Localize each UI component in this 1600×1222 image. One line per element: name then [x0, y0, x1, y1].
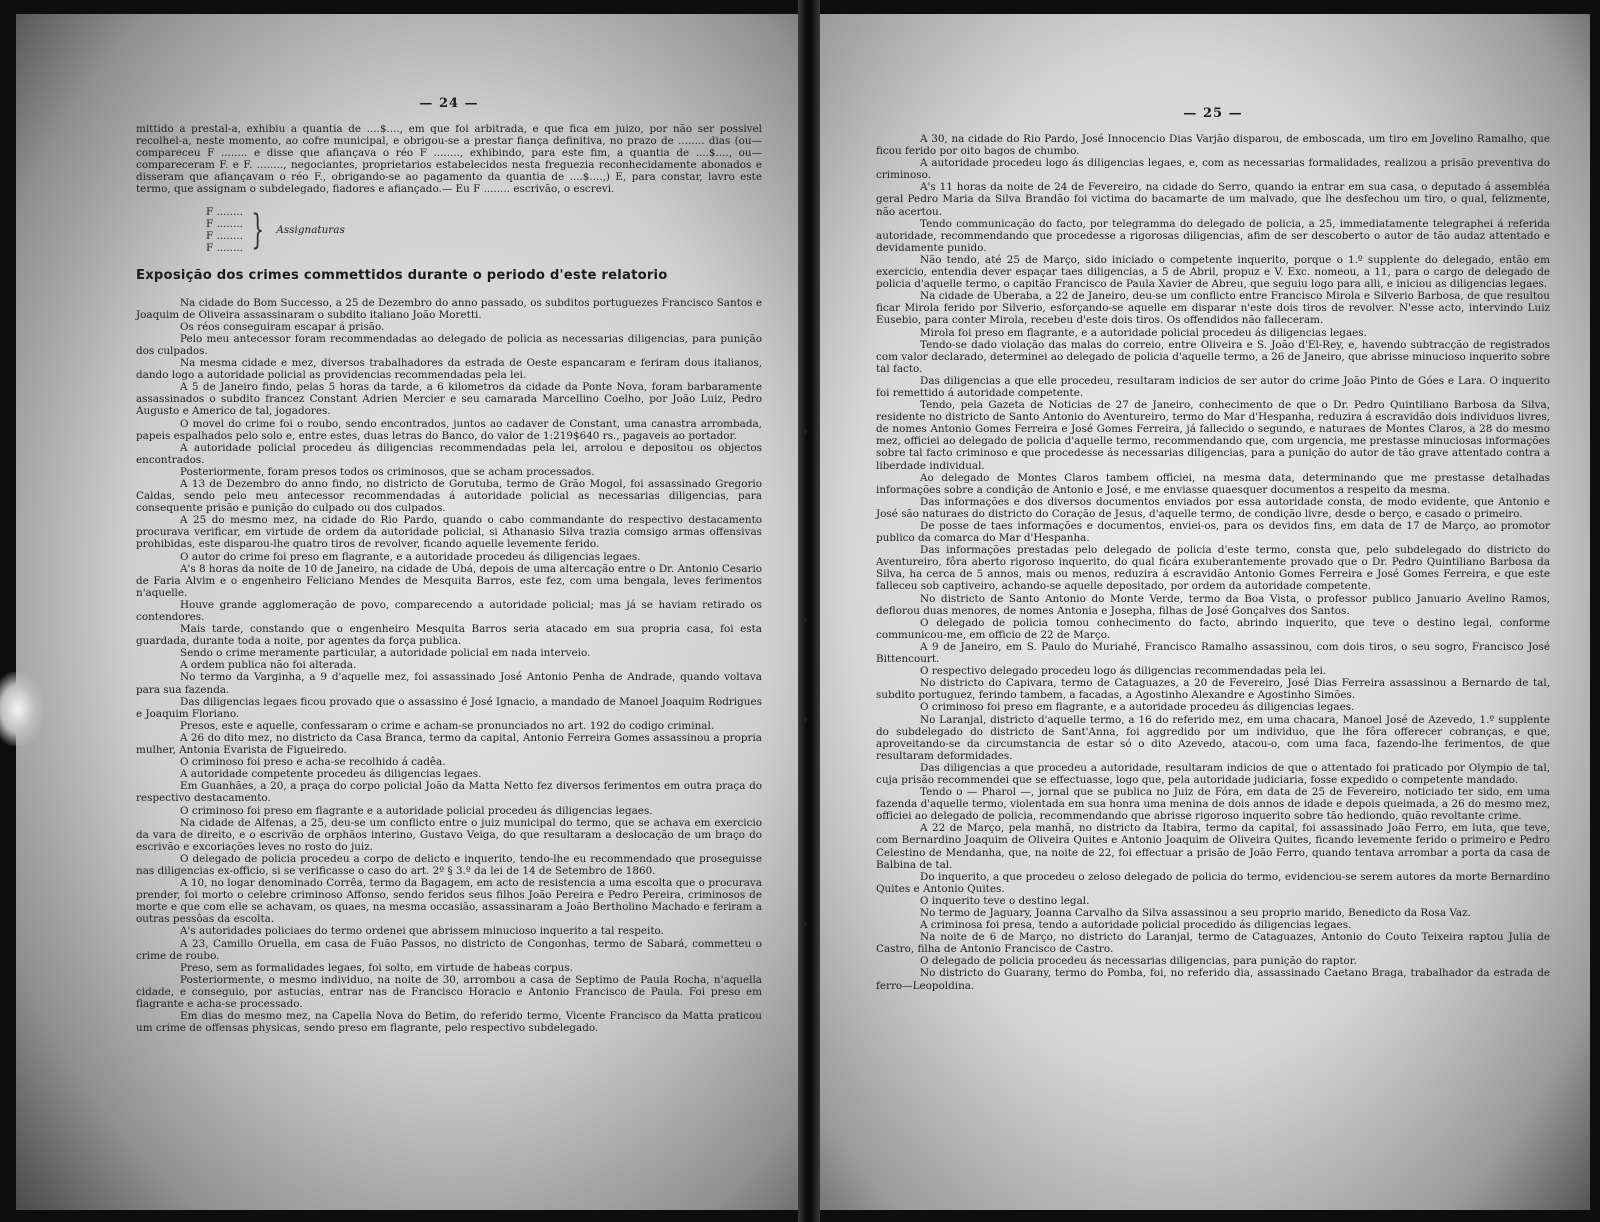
paragraph: Na cidade de Alfenas, a 25, deu-se um conflicto entre o juiz municipal do termo, que se achava em exercicio da vara de direito, e o escrivão de orphãos interino, Gustavo Veiga, do que resultaram a deslocação de um braço do escrivão e excoriações leves no rosto do juiz.	[136, 816, 762, 853]
paragraph: Sendo o crime meramente particular, a autoridade policial em nada interveio.	[180, 647, 591, 660]
paragraph: Das diligencias a que procedeu a autoridade, resultaram indicios de que o attentado foi praticado por Olympio de tal, cuja prisão recommendei que se effectuasse, logo que, pela autoridade judiciaria, fosse expedido o competente mandado.	[876, 761, 1550, 786]
paragraph: A criminosa foi presa, tendo a autoridade policial procedido ás diligencias legaes.	[920, 919, 1352, 932]
paragraph: O movel do crime foi o roubo, sendo encontrados, juntos ao cadaver de Constant, uma canastra arrombada, papeis espalhados pelo solo e, entre estes, duas letras do Banco, do valor de 1:219$640 rs., pagaveis ao portador.	[136, 417, 762, 442]
signature-line: F ........	[206, 229, 243, 242]
paragraph: Na cidade do Bom Successo, a 25 de Dezembro do anno passado, os subditos portuguezes Francisco Santos e Joaquim de Oliveira assassinaram o subdito italiano João Moretti.	[136, 296, 762, 321]
margin-mark-icon: ▾	[803, 716, 808, 726]
paragraph: Na cidade de Uberaba, a 22 de Janeiro, deu-se um conflicto entre Francisco Mirola e Silverio Barbosa, de que resultou ficar Mirola ferido por Silverio, esforçando-se aquelle em disparar n'este dois tiros de revolver. N'esse acto, intervindo Luiz Eusebio, para conter Mirola, recebeu d'este dois tiros. Os offendidos não falleceram.	[876, 290, 1550, 327]
signature-line: F ........	[206, 205, 243, 218]
brace-icon: }	[251, 206, 265, 253]
paragraph: A 22 de Março, pela manhã, no districto da Itabira, termo da capital, foi assassinado João Ferro, em luta, que teve, com Bernardino Joaquim de Oliveira Quites e Antonio Joaquim de Oliveira Quites, ficando levemente ferido o primeiro e Pedro Celestino de Mendanha, que, na noite de 22, foi effectuar a prisão de João Ferro, quando tentava arrombar a porta da casa de Balbina de tal.	[876, 822, 1550, 871]
paragraph: A 25 do mesmo mez, na cidade do Rio Pardo, quando o cabo commandante do respectivo destacamento procurava verificar, em virtude de ordem da autoridade policial, si Athanasio Silva trazia comsigo armas offensivas prohibidas, este disparou-lhe quatro tiros de revolver, ficando aquelle levemente ferido.	[136, 514, 762, 551]
paragraph: Na mesma cidade e mez, diversos trabalhadores da estrada de Oeste espancaram e feriram dous italianos, dando logo a autoridade policial as providencias recommendadas pela lei.	[136, 357, 762, 382]
paragraph: De posse de taes informações e documentos, enviei-os, para os devidos fins, em data de 17 de Março, ao promotor publico da comarca do Mar d'Hespanha.	[876, 520, 1550, 545]
paragraph: A's autoridades policiaes do termo ordenei que abrissem minucioso inquerito a tal respeito.	[180, 925, 664, 938]
paragraph: Ao delegado de Montes Claros tambem officiei, na mesma data, determinando que me prestasse detalhadas informações sobre a condição de Antonio e José, e me enviasse quaesquer documentos a respeito da mesma.	[876, 471, 1550, 496]
paragraph: Houve grande agglomeração de povo, comparecendo a autoridade policial; mas já se haviam retirado os contendores.	[136, 598, 762, 623]
paragraph: No termo da Varginha, a 9 d'aquelle mez, foi assassinado José Antonio Penha de Andrade, quando voltava para sua fazenda.	[136, 671, 762, 696]
paragraph: Posteriormente, foram presos todos os criminosos, que se acham processados.	[180, 465, 595, 478]
paragraph: Das diligencias a que elle procedeu, resultaram indicios de ser autor do crime João Pinto de Góes e Lara. O inquerito foi remettido á autoridade competente.	[876, 374, 1550, 399]
paragraph: Mirola foi preso em flagrante, e a autoridade policial procedeu ás diligencias legaes.	[920, 326, 1367, 339]
paragraph: O criminoso foi preso em flagrante, e a autoridade procedeu ás diligencias legaes.	[920, 701, 1355, 714]
right-page	[820, 14, 1590, 1210]
left-paragraphs	[136, 297, 762, 1035]
paragraph: Tendo-se dado violação das malas do correio, entre Oliveira e S. João d'El-Rey, e, havendo subtracção de registrados com valor declarado, determinei ao delegado de policia d'aquelle termo, a 26 de Janeiro, que abrisse minucioso inquerito sobre tal facto.	[876, 338, 1550, 375]
paragraph: No districto do Capivara, termo de Cataguazes, a 20 de Fevereiro, José Dias Ferreira assassinou a Bernardo de tal, subdito portuguez, ferindo tambem, a facadas, a Agostinho Alexandre e Agostinho Simões.	[876, 677, 1550, 702]
paragraph: Das informações e dos diversos documentos enviados por essa autoridade consta, de modo evidente, que Antonio e José são naturaes do districto do Coração de Jesus, d'aquelle termo, de condição livre, desde o berço, e casado o primeiro.	[876, 495, 1550, 520]
paragraph: Não tendo, até 25 de Março, sido iniciado o competente inquerito, porque o 1.º supplente do delegado, então em exercicio, entendia dever espaçar taes diligencias, a 5 de Abril, propuz e V. Exc. nomeou, a 11, para o cargo de delegado de policia d'aquelle termo, o capitão Francisco de Paula Xavier de Abreu, que seguiu logo para alli, e iniciou as diligencias legaes.	[876, 253, 1550, 291]
paragraph: O autor do crime foi preso em flagrante, e a autoridade procedeu ás diligencias legaes.	[180, 550, 641, 563]
paragraph: Em dias do mesmo mez, na Capella Nova do Betim, do referido termo, Vicente Francisco da Matta praticou um crime de offensas physicas, sendo preso em flagrante, pelo respectivo subdelegado.	[136, 1010, 762, 1035]
paragraph: Presos, este e aquelle, confessaram o crime e acham-se pronunciados no art. 192 do codigo criminal.	[180, 719, 715, 732]
paragraph: Preso, sem as formalidades legaes, foi solto, em virtude de habeas corpus.	[180, 961, 573, 974]
paragraph: Do inquerito, a que procedeu o zeloso delegado de policia do termo, evidenciou-se serem autores da morte Bernardino Quites e Antonio Quites.	[876, 870, 1550, 895]
paragraph: O respectivo delegado procedeu logo ás diligencias recommendadas pela lei.	[920, 665, 1327, 678]
paragraph: O delegado de policia procedeu ás necessarias diligencias, para punição do raptor.	[920, 955, 1357, 968]
left-page	[16, 14, 798, 1210]
paragraph: A ordem publica não foi alterada.	[180, 659, 357, 672]
paragraph: A autoridade procedeu logo ás diligencias legaes, e, com as necessarias formalidades, realizou a prisão preventiva do criminoso.	[876, 157, 1550, 182]
paragraph: A 10, no logar denominado Corrêa, termo da Bagagem, em acto de resistencia a uma escolta que o procurava prender, foi morto o celebre criminoso Affonso, sendo feridos seus filhos João Pereira e Pedro Pereira, criminosos de morte e que com elle se achavam, os quaes, na mesma occasião, assassinaram a João Bertholino Machado e feriram a outras pessôas da escolta.	[136, 877, 762, 926]
paragraph: O delegado de policia tomou conhecimento do facto, abrindo inquerito, que teve o destino legal, conforme communicou-me, em officio de 22 de Março.	[876, 616, 1550, 641]
signature-list	[206, 206, 243, 254]
page-number: — 24 —	[419, 96, 479, 111]
paragraph: A autoridade competente procedeu ás diligencias legaes.	[180, 768, 482, 781]
paragraph: Das diligencias legaes ficou provado que o assassino é José Ignacio, a mandado de Manoel Joaquim Rodrigues e Joaquim Floriano.	[136, 695, 762, 720]
paragraph: O inquerito teve o destino legal.	[920, 894, 1090, 907]
paragraph: No districto do Guarany, termo do Pomba, foi, no referido dia, assassinado Caetano Braga, trabalhador da estrada de ferro—Leopoldina.	[876, 967, 1550, 992]
paragraph: A 23, Camillo Oruella, em casa de Fuão Passos, no districto de Congonhas, termo de Sabará, commetteu o crime de roubo.	[136, 937, 762, 962]
signatures-label: Assignaturas	[276, 223, 345, 236]
signature-block	[206, 206, 762, 254]
signature-line: F ........	[206, 241, 243, 254]
paragraph: A 13 de Dezembro do anno findo, no districto de Gorutuba, termo de Grão Mogol, foi assassinado Gregorio Caldas, sendo pelo meu antecessor recommendadas á autoridade policial as necessarias diligencias, para consequente prisão e punição do culpado ou dos culpados.	[136, 477, 762, 515]
paragraph: A 9 de Janeiro, em S. Paulo do Muriahé, Francisco Ramalho assassinou, com dois tiros, o seu sogro, Francisco José Bittencourt.	[876, 640, 1550, 666]
paragraph: O criminoso foi preso e acha-se recolhido á cadêa.	[180, 756, 446, 769]
paragraph: Tendo communicação do facto, por telegramma do delegado de policia, a 25, immediatamente telegraphei á referida autoridade, recommendando que procedesse a rigorosas diligencias, afim de ser descoberto o autor de tão audaz attentado e devidamente punido.	[876, 217, 1550, 254]
right-paragraphs	[876, 133, 1550, 992]
paragraph: Os réos conseguiram escapar á prisão.	[180, 320, 385, 333]
paragraph: No Laranjal, districto d'aquelle termo, a 16 do referido mez, em uma chacara, Manoel José de Azevedo, 1.º supplente do subdelegado do districto de Sant'Anna, foi aggredido por um individuo, que lhe fôra offerecer cobranças, e que, aproveitando-se da circumstancia de estar só o dito Azevedo, atacou-o, com uma faca, fazendo-lhe ferimentos, de que resultaram deformidades.	[876, 713, 1550, 762]
paragraph: Na noite de 6 de Março, no districto do Laranjal, termo de Cataguazes, Antonio do Couto Teixeira raptou Julia de Castro, filha de Antonio Francisco de Castro.	[876, 931, 1550, 956]
paragraph: A's 8 horas da noite de 10 de Janeiro, na cidade de Ubá, depois de uma altercação entre o Dr. Antonio Cesario de Faria Alvim e o engenheiro Feliciano Mendes de Mesquita Barros, este fez, com uma bengala, leves ferimentos n'aquelle.	[136, 562, 762, 599]
signature-line: F ........	[206, 217, 243, 230]
margin-mark-icon: ▾	[803, 428, 808, 438]
paragraph: Posteriormente, o mesmo individuo, na noite de 30, arrombou a casa de Septimo de Paula Rocha, n'aquella cidade, e conseguio, por astucias, entrar nas de Francisco Horacio e Antonio Francisco de Paula. Foi preso em flagrante e acha-se processado.	[136, 973, 762, 1010]
paragraph: Das informações prestadas pelo delegado de policia d'este termo, consta que, pelo subdelegado do districto do Aventureiro, fôra aberto rigoroso inquerito, do qual ficára exuberantemente provado que o Dr. Pedro Quintiliano Barbosa da Silva, ha cerca de 5 annos, mais ou menos, reduzira á escravidão Antonio Gomes Ferreira e José Gomes Ferreira, e que este falleceu sob captiveiro, achando-se aquelle depositado, por ordem da autoridade competente.	[876, 544, 1550, 593]
section-title: Exposição dos crimes commettidos durante o periodo d'este relatorio	[136, 267, 668, 283]
book-gutter	[798, 0, 820, 1222]
paragraph: Em Guanhães, a 20, a praça do corpo policial João da Matta Netto fez diversos ferimentos em outra praça do respectivo destacamento.	[136, 780, 762, 805]
paragraph: A 5 de Janeiro findo, pelas 5 horas da tarde, a 6 kilometros da cidade da Ponte Nova, foram barbaramente assassinados o subdito francez Constant Adrien Mercier e seu camarada Marcellino Coelho, por João Luiz, Pedro Augusto e Americo de tal, jogadores.	[136, 381, 762, 418]
paragraph: Tendo, pela Gazeta de Noticias de 27 de Janeiro, conhecimento de que o Dr. Pedro Quintiliano Barbosa da Silva, residente no districto de Santo Antonio do Aventureiro, termo do Mar d'Hespanha, reduzira á escravidão dois individuos livres, de nomes Antonio Gomes Ferreira e José Gomes Ferreira, já fallecido o segundo, e naturaes de Montes Claros, a 28 do mesmo mez, officiei ao delegado de policia d'aquelle termo, recommendando que, com urgencia, me prestasse minuciosas informações sobre tal facto criminoso e que procedesse ás necessarias diligencias, para a punição do autor de tão grave attentado contra a liberdade individual.	[876, 399, 1550, 472]
page-number: — 25 —	[1183, 106, 1243, 121]
paragraph: No termo de Jaguary, Joanna Carvalho da Silva assassinou a seu proprio marido, Benedicto da Rosa Vaz.	[920, 907, 1471, 919]
paragraph: Pelo meu antecessor foram recommendadas ao delegado de policia as necessarias diligencias, para punição dos culpados.	[136, 332, 762, 357]
paragraph: No districto de Santo Antonio do Monte Verde, termo da Boa Vista, o professor publico Januario Avelino Ramos, deflorou duas menores, de nomes Antonia e Josepha, filhas de José Gonçalves dos Santos.	[876, 592, 1550, 617]
paragraph: O delegado de policia procedeu a corpo de delicto e inquerito, tendo-lhe eu recommendado que proseguisse nas diligencias ex-officio, si se verificasse o caso do art. 2º § 3.º da lei de 14 de Setembro de 1860.	[136, 852, 762, 877]
margin-mark-icon: ▾	[803, 616, 808, 626]
page-stain	[0, 672, 44, 746]
paragraph: A 30, na cidade do Rio Pardo, José Innocencio Dias Varjão disparou, de emboscada, um tiro em Jovelino Ramalho, que ficou ferido por oito bagos de chumbo.	[876, 133, 1550, 158]
paragraph: O criminoso foi preso em flagrante e a autoridade policial procedeu ás diligencias legaes.	[180, 804, 653, 817]
paragraph: A 26 do dito mez, no districto da Casa Branca, termo da capital, Antonio Ferreira Gomes assassinou a propria mulher, Antonia Evarista de Figueiredo.	[136, 731, 762, 757]
paragraph: Mais tarde, constando que o engenheiro Mesquita Barros seria atacado em sua propria casa, foi esta guardada, durante toda a noite, por agentes da força publica.	[136, 623, 762, 648]
paragraph: A's 11 horas da noite de 24 de Fevereiro, na cidade do Serro, quando ia entrar em sua casa, o deputado á assembléa geral Pedro Maria da Silva Brandão foi victima do bacamarte de um malvado, que lhe desfechou um tiro, o qual, felizmente, não acertou.	[876, 181, 1550, 218]
margin-mark-icon: ▾	[803, 920, 808, 930]
paragraph: A autoridade policial procedeu ás diligencias recommendadas pela lei, arrolou e depositou os objectos encontrados.	[136, 441, 762, 466]
paragraph: Tendo o — Pharol —, jornal que se publica no Juiz de Fóra, em data de 25 de Fevereiro, noticiado ter sido, em uma fazenda d'aquelle termo, violentada em sua honra uma menina de dois annos de idade e depois queimada, a 26 do mesmo mez, officiei ao delegado de policia, recommendando que abrisse rigoroso inquerito sobre tão hediondo, quão revoltante crime.	[876, 786, 1550, 823]
opening-paragraph: mittido a prestal-a, exhibiu a quantia de ....$...., em que foi arbitrada, e que fica em juizo, por não ser possivel recolhel-a, neste momento, ao cofre municipal, e obrigou-se a prestar fiança definitiva, no prazo de ........ dias (ou—compareceu F ........ e disse que afiançava o réo F ........, exhibindo, para este fim, a quantia de ....$...., ou—compareceram F. e F. ........, negociantes, proprietarios estabelecidos nesta freguezia reconhecidamente abonados e disseram que afiançavam o réo F., obrigando-se ao pagamento da quantia de ....$....,) E, para constar, lavro este termo, que assignam o subdelegado, fiadores e afiançado.— Eu F ........ escrivão, o escrevi.	[136, 123, 762, 196]
